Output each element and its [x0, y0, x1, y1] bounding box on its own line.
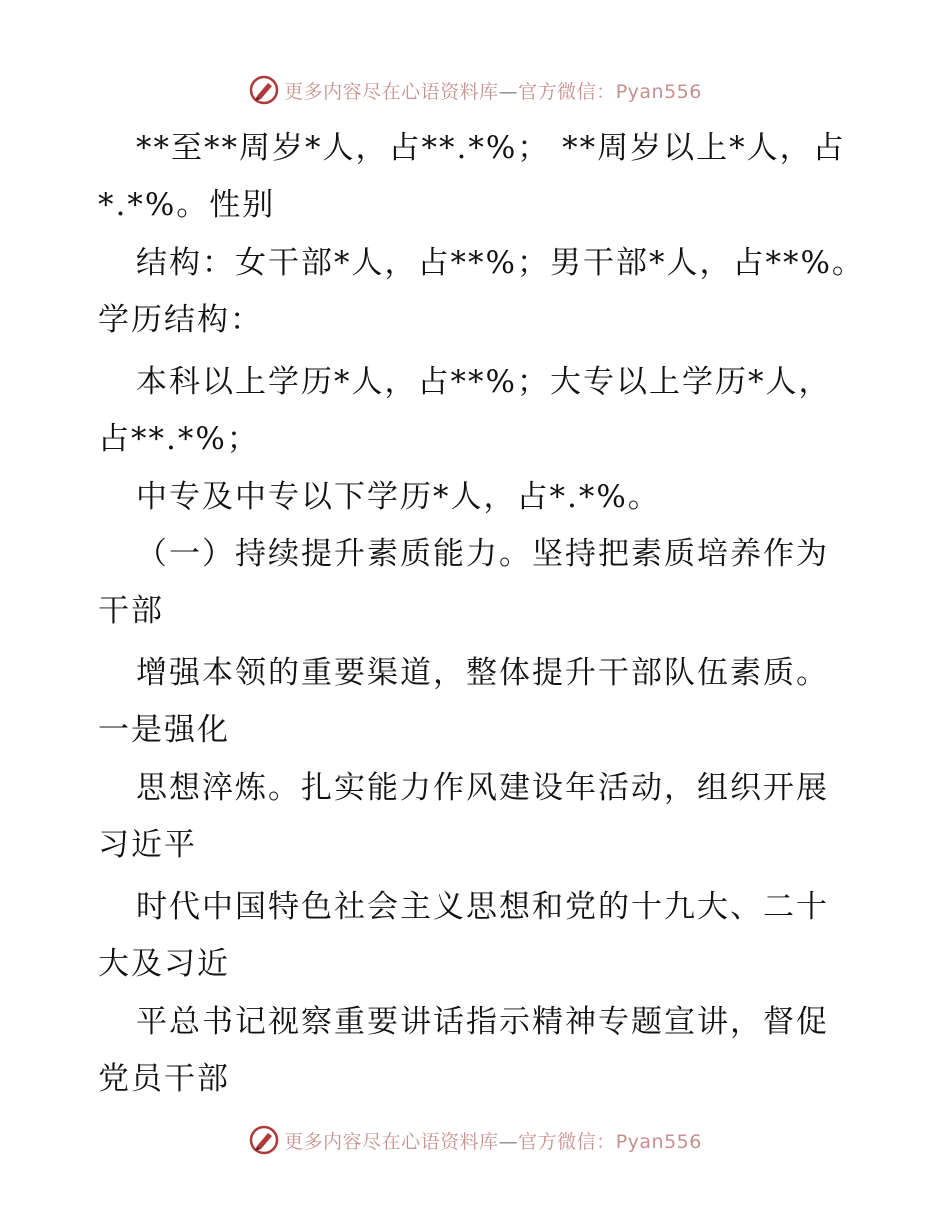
text-line: 本科以上学历*人，占**%；大专以上学历*人，: [136, 364, 832, 400]
watermark-text: [284, 1127, 702, 1154]
text-line: 增强本领的重要渠道，整体提升干部队伍素质。: [136, 655, 829, 691]
watermark-label: 官方微信：: [518, 80, 616, 103]
text-line: 时代中国特色社会主义思想和党的十九大、二十: [136, 889, 829, 925]
footer-watermark: [0, 1120, 950, 1160]
text-line: 中专及中专以下学历*人，占*.*%。: [136, 479, 661, 515]
text-line: 习近平: [98, 827, 197, 863]
text-line: 结构：女干部*人，占**%；男干部*人，占**%。: [136, 245, 865, 281]
watermark-separator: —: [498, 80, 519, 103]
watermark-id: Pyan556: [615, 80, 702, 103]
text-line: *.*%。性别: [98, 187, 276, 223]
text-line: 思想淬炼。扎实能力作风建设年活动，组织开展: [136, 770, 829, 806]
text-line: **至**周岁*人，占**.*%； **周岁以上*人，占: [136, 130, 846, 166]
text-line: （一）持续提升素质能力。坚持把素质培养作为: [136, 536, 829, 572]
text-line: 党员干部: [98, 1061, 230, 1097]
watermark-id: Pyan556: [615, 1130, 702, 1153]
watermark-label: 官方微信：: [518, 1130, 616, 1153]
text-line: 平总书记视察重要讲话指示精神专题宣讲，督促: [136, 1004, 829, 1040]
text-line: 大及习近: [98, 946, 230, 982]
watermark-brand: 更多内容尽在心语资料库: [284, 80, 499, 103]
watermark-brand: 更多内容尽在心语资料库: [284, 1130, 499, 1153]
text-line: 占**.*%；: [98, 421, 260, 457]
watermark-separator: —: [498, 1130, 519, 1153]
text-line: 干部: [98, 593, 164, 629]
text-line: 一是强化: [98, 712, 230, 748]
pen-logo-icon: [248, 1124, 280, 1156]
text-line: 学历结构：: [98, 302, 263, 338]
